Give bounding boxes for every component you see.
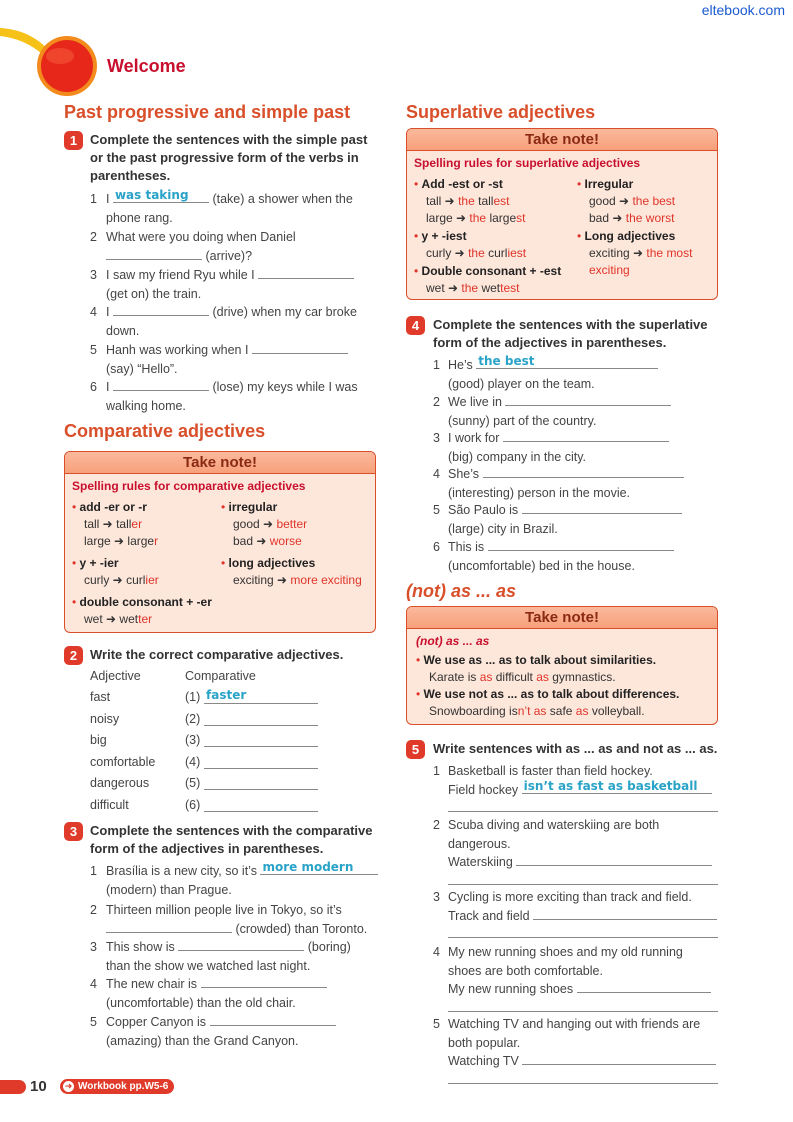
answer-number: (5) [185, 776, 201, 790]
unit-badge-icon [0, 20, 120, 100]
rule: • y + -iest [414, 229, 467, 243]
exercise-number: 2 [64, 646, 83, 665]
exercise-item: 2 Thirteen million people live in Tokyo, so it’s (crowded) than Toronto. [90, 903, 368, 936]
footer-bar [0, 1080, 26, 1094]
exercise-item: 3 I saw my friend Ryu while I (get on) the train. [90, 266, 380, 303]
exercise-number: 4 [406, 316, 425, 335]
column-header: Comparative [185, 669, 256, 683]
answer-blank[interactable] [113, 378, 209, 391]
answer-blank[interactable] [448, 799, 718, 812]
exercise-item: 5 Watching TV and hanging out with friends are both popular. Watching TV [433, 1015, 733, 1089]
answer-blank[interactable] [516, 853, 712, 866]
take-note-subtitle: Spelling rules for superlative adjectives [414, 156, 641, 170]
rule-example: bad ➜ the worst [589, 211, 675, 225]
answer-blank[interactable] [503, 429, 669, 442]
adjective-cell: dangerous [90, 776, 150, 790]
rule-example: large ➜ the largest [426, 211, 526, 225]
page-number: 10 [30, 1078, 47, 1095]
arrow-right-icon: ➜ [64, 1081, 73, 1091]
answer-blank[interactable] [448, 999, 718, 1012]
answer-blank[interactable] [522, 1052, 716, 1065]
rule-example: large ➜ larger [84, 534, 159, 548]
answer-blank[interactable]: faster [204, 689, 318, 704]
exercise-item: 3 I work for (big) company in the city. [433, 429, 723, 466]
exercise-item: 2 Scuba diving and waterskiing are both dangerous. Waterskiing [433, 816, 733, 890]
answer-blank[interactable] [204, 711, 318, 726]
section-title-past: Past progressive and simple past [64, 102, 351, 122]
adjective-cell: fast [90, 690, 111, 704]
take-note-box [406, 128, 718, 300]
rule-example: tall ➜ the tallest [426, 194, 510, 208]
answer-blank[interactable] [113, 303, 209, 316]
exercise-instruction: Write the correct comparative adjectives. [90, 647, 344, 662]
answer-blank[interactable] [505, 393, 671, 406]
exercise-item: 3 Cycling is more exciting than track and field. Track and field [433, 888, 733, 944]
exercise-instruction: Complete the sentences with the superlative form of the adjectives in parentheses. [433, 317, 708, 350]
rule-example: tall ➜ taller [84, 517, 143, 531]
exercise-item: 4 My new running shoes and my old running shoes are both comfortable. My new running shoes [433, 943, 733, 1017]
rule-example: good ➜ the best [589, 194, 676, 208]
exercise-item: 4 I (drive) when my car broke down. [90, 305, 357, 338]
rule-example: curly ➜ the curliest [426, 246, 527, 260]
answer-blank[interactable]: the best [476, 356, 658, 369]
rule: • We use not as ... as to talk about differences. [416, 687, 680, 701]
take-note-box [64, 451, 376, 633]
adjective-cell: big [90, 733, 107, 747]
rule-example: good ➜ better [233, 517, 308, 531]
workbook-link[interactable] [60, 1079, 174, 1094]
rule-example: bad ➜ worse [233, 534, 302, 548]
answer-blank[interactable] [106, 920, 232, 933]
exercise-item: 1 He’s the best (good) player on the team. [433, 356, 723, 393]
rule-example: Snowboarding isn’t as safe as volleyball. [429, 704, 645, 718]
exercise-item: 3 This show is (boring) than the show we watched last night. [90, 940, 351, 973]
rule-example: exciting ➜ more exciting [233, 573, 362, 587]
answer-blank[interactable] [488, 538, 674, 551]
answer-blank[interactable] [448, 925, 718, 938]
exercise-number: 5 [406, 740, 425, 759]
exercise-item: 2 What were you doing when Daniel (arrive)? [90, 230, 296, 263]
exercise-item: 4 The new chair is (uncomfortable) than the old chair. [90, 975, 380, 1012]
take-note-box [406, 606, 718, 725]
answer-number: (4) [185, 754, 201, 769]
answer-blank[interactable] [204, 754, 318, 769]
answer-blank[interactable] [448, 872, 718, 885]
exercise-item: 5 Copper Canyon is (amazing) than the Grand Canyon. [90, 1013, 380, 1050]
exercise-number: 1 [64, 131, 83, 150]
rule: • irregular [221, 500, 278, 514]
answer-blank[interactable] [533, 907, 717, 920]
answer-blank[interactable] [522, 501, 682, 514]
answer-blank[interactable]: more modern [260, 862, 378, 875]
answer-blank[interactable] [201, 975, 327, 988]
answer-blank[interactable] [204, 775, 318, 790]
rule: • y + -ier [72, 556, 119, 570]
exercise-item: 6 This is (uncomfortable) bed in the house. [433, 538, 723, 575]
answer-blank[interactable] [448, 1071, 718, 1084]
exercise-instruction: Complete the sentences with the simple past or the past progressive form of the verbs in parentheses. [90, 132, 368, 183]
answer-blank[interactable] [577, 980, 711, 993]
exercise-item: 4 She’s (interesting) person in the movie. [433, 465, 723, 502]
answer-number: (1) [185, 690, 201, 704]
answer-blank[interactable]: isn’t as fast as basketball [522, 781, 712, 794]
answer-number: (6) [185, 797, 201, 812]
adjective-cell: noisy [90, 711, 120, 726]
rule: • Long adjectives [577, 229, 676, 243]
site-watermark: eltebook.com [701, 2, 785, 18]
rule-example: wet ➜ the wettest [426, 281, 520, 295]
exercise-number: 3 [64, 822, 83, 841]
column-header: Adjective [90, 669, 141, 683]
answer-number: (3) [185, 733, 201, 747]
exercise-instruction: Write sentences with as ... as and not as ... as. [433, 741, 718, 756]
take-note-header: Take note! [407, 129, 717, 151]
rule: • double consonant + -er [72, 595, 212, 609]
rule: • Double consonant + -est [414, 264, 562, 278]
answer-blank[interactable] [258, 266, 354, 279]
rule: • long adjectives [221, 556, 316, 570]
take-note-subtitle: (not) as ... as [416, 634, 490, 648]
answer-blank[interactable] [483, 465, 684, 478]
section-title-comparative: Comparative adjectives [64, 421, 266, 441]
section-title-as-as: (not) as ... as [406, 581, 517, 601]
rule: • Add -est or -st [414, 177, 503, 191]
adjective-cell: difficult [90, 797, 129, 812]
answer-blank[interactable] [106, 247, 202, 260]
exercise-instruction: Complete the sentences with the comparative form of the adjectives in parentheses. [90, 823, 373, 856]
answer-blank[interactable] [178, 938, 304, 951]
rule: • add -er or -r [72, 500, 147, 514]
exercise-item: 5 São Paulo is (large) city in Brazil. [433, 501, 723, 538]
answer-blank[interactable] [210, 1013, 336, 1026]
exercise-item: 5 Hanh was working when I (say) “Hello”. [90, 341, 380, 378]
rule: • Irregular [577, 177, 634, 191]
answer-blank[interactable] [204, 797, 318, 812]
take-note-header: Take note! [407, 607, 717, 629]
answer-blank[interactable] [204, 732, 318, 747]
exercise-item: 6 I (lose) my keys while I was walking home. [90, 380, 358, 413]
rule-example: exciting [589, 263, 630, 277]
rule-example: exciting ➜ the most [589, 246, 693, 260]
exercise-item: 2 We live in (sunny) part of the country. [433, 393, 723, 430]
answer-number: (2) [185, 711, 201, 726]
rule: • We use as ... as to talk about similarities. [416, 653, 657, 667]
take-note-header: Take note! [65, 452, 375, 474]
unit-title: Welcome [107, 56, 186, 76]
section-title-superlative: Superlative adjectives [406, 102, 596, 122]
rule-example: wet ➜ wetter [84, 612, 153, 626]
exercise-item: 1 I was taking (take) a shower when the phone rang. [90, 188, 353, 225]
rule-example: curly ➜ curlier [84, 573, 159, 587]
answer-blank[interactable]: was taking [113, 190, 209, 203]
answer-blank[interactable] [252, 341, 348, 354]
exercise-item: 1 Brasília is a new city, so it’s more modern (modern) than Prague. [90, 862, 380, 899]
exercise-item: 1 Basketball is faster than field hockey. Field hockey isn’t as fast as basketball [433, 762, 733, 818]
workbook-link-label: Workbook pp.W5-6 [78, 1081, 169, 1092]
take-note-subtitle: Spelling rules for comparative adjectives [72, 479, 306, 493]
rule-example: Karate is as difficult as gymnastics. [429, 670, 616, 684]
adjective-cell: comfortable [90, 754, 156, 769]
